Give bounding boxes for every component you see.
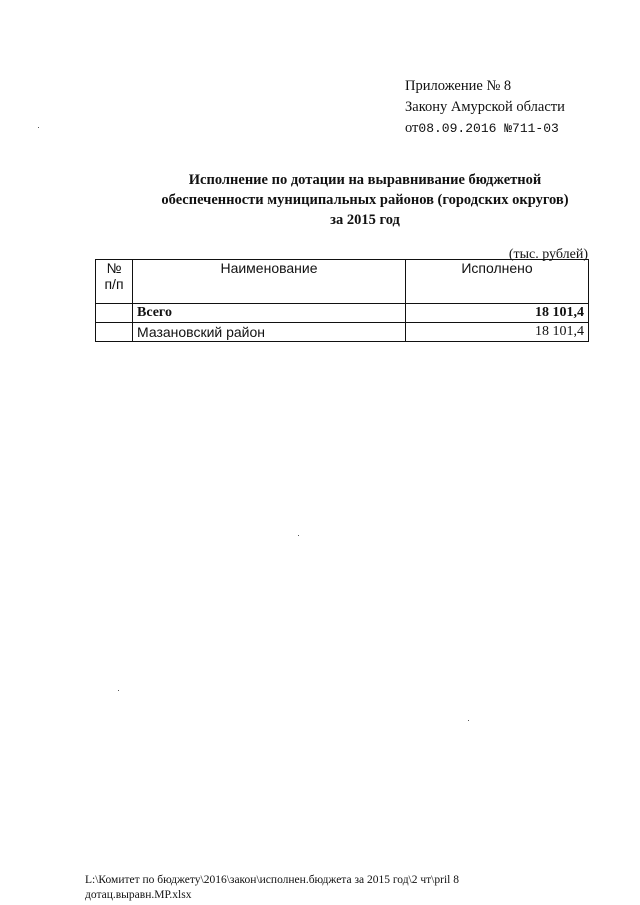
row-value: 18 101,4 xyxy=(406,323,589,342)
appendix-date-stamp: 08.09.2016 №711-03 xyxy=(418,121,559,136)
footer-path-line-1: L:\Комитет по бюджету\2016\закон\исполнен.бюджета за 2015 год\2 чт\pril 8 xyxy=(85,874,459,886)
row-num xyxy=(96,323,133,342)
scan-speck xyxy=(298,535,299,536)
total-name: Всего xyxy=(133,304,406,323)
units-label: (тыс. рублей) xyxy=(508,247,588,262)
document-title xyxy=(110,170,620,230)
total-num xyxy=(96,304,133,323)
appendix-date-prefix: от xyxy=(405,120,419,136)
header-name: Наименование xyxy=(133,260,406,304)
table-row xyxy=(96,323,589,342)
appendix-number: Приложение № 8 xyxy=(405,78,512,94)
footer-path-line-2: дотац.выравн.МР.xlsx xyxy=(85,889,192,901)
title-line-1: Исполнение по дотации на выравнивание бюджетной xyxy=(188,172,542,188)
header-num xyxy=(96,260,133,304)
header-num-symbol: № xyxy=(106,260,122,276)
header-num-abbr: п/п xyxy=(104,276,124,292)
row-name: Мазановский район xyxy=(133,323,406,342)
table-header-row xyxy=(96,260,589,304)
total-value: 18 101,4 xyxy=(406,304,589,323)
file-path-footer xyxy=(85,873,459,903)
appendix-block xyxy=(405,76,565,139)
title-line-3: за 2015 год xyxy=(330,212,400,228)
header-value: Исполнено xyxy=(406,260,589,304)
table-row-total xyxy=(96,304,589,323)
title-line-2: обеспеченности муниципальных районов (городских округов) xyxy=(161,192,569,208)
scan-speck xyxy=(38,127,39,128)
scan-speck xyxy=(468,720,469,721)
appendix-law: Закону Амурской области xyxy=(405,99,565,115)
scan-speck xyxy=(118,690,119,691)
appendix-date-line xyxy=(405,118,565,139)
execution-table xyxy=(95,259,589,342)
